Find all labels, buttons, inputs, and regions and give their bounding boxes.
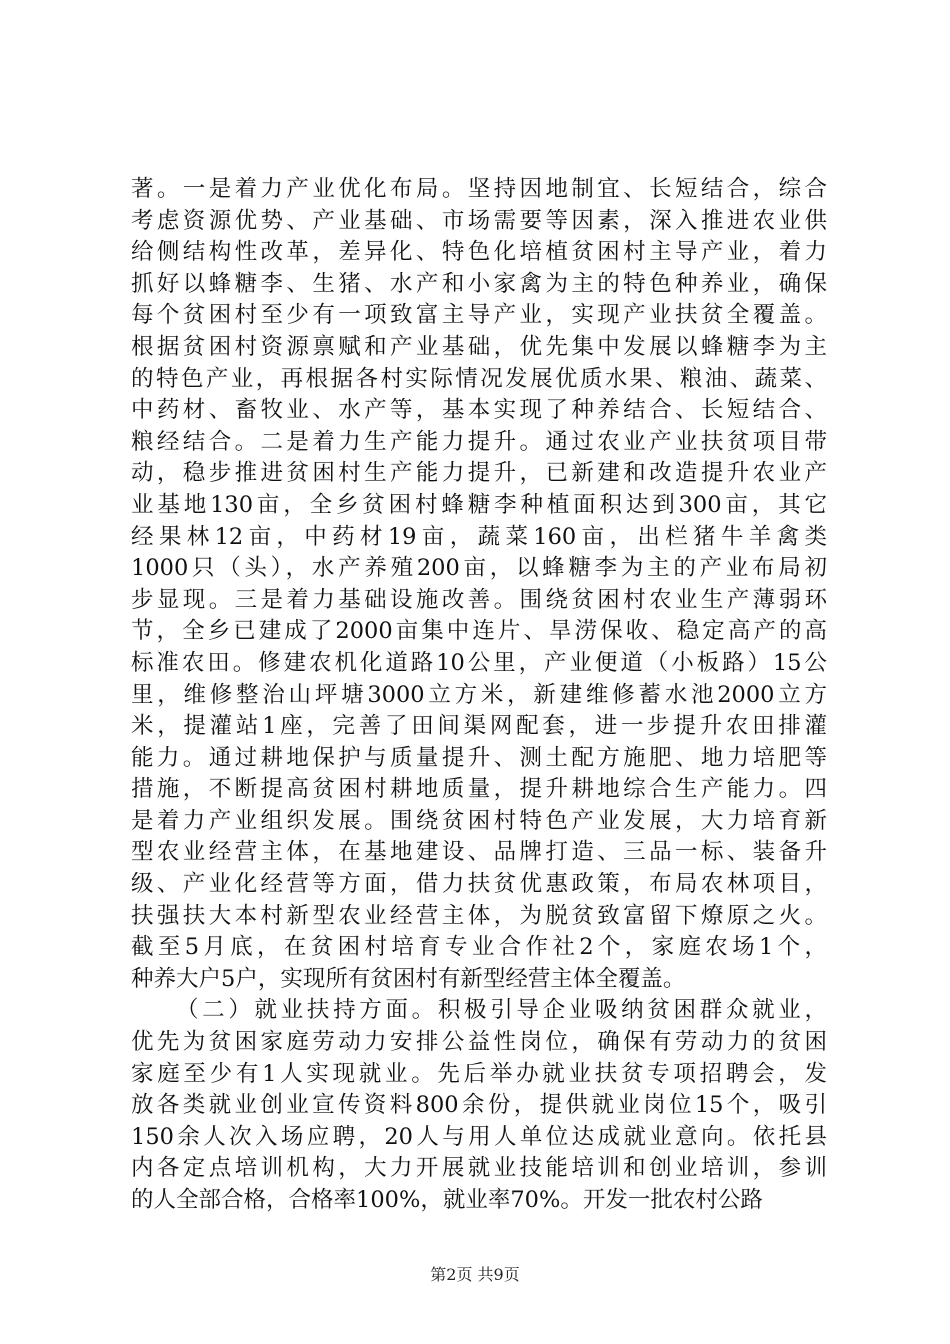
text-line: 每个贫困村至少有一项致富主导产业，实现产业扶贫全覆盖。 (131, 302, 827, 329)
text-line: 标准农田。修建农机化道路10公里，产业便道（小板路）15公 (131, 649, 827, 676)
text-line: 业基地130亩，全乡贫困村蜂糖李种植面积达到300亩，其它 (131, 491, 827, 518)
text-line: 米，提灌站1座，完善了田间渠网配套，进一步提升农田排灌 (131, 713, 827, 740)
text-line: 中药材、畜牧业、水产等，基本实现了种养结合、长短结合、 (131, 397, 827, 424)
text-line: 的特色产业，再根据各村实际情况发展优质水果、粮油、蔬菜、 (131, 365, 827, 392)
text-line: 优先为贫困家庭劳动力安排公益性岗位，确保有劳动力的贫困 (131, 1029, 827, 1056)
text-line: 是着力产业组织发展。围绕贫困村特色产业发展，大力培育新 (131, 807, 827, 834)
text-line: 动，稳步推进贫困村生产能力提升，已新建和改造提升农业产 (131, 460, 827, 487)
text-line: 扶强扶大本村新型农业经营主体，为脱贫致富留下燎原之火。 (131, 902, 827, 929)
body-text (131, 174, 827, 1217)
text-line: 给侧结构性改革，差异化、特色化培植贫困村主导产业，着力 (131, 239, 827, 266)
paragraph (131, 174, 827, 995)
text-line: 粮经结合。二是着力生产能力提升。通过农业产业扶贫项目带 (131, 428, 827, 455)
text-line: 抓好以蜂糖李、生猪、水产和小家禽为主的特色种养业，确保 (131, 270, 827, 297)
text-line: 截至5月底，在贫困村培育专业合作社2个，家庭农场1个， (131, 934, 827, 961)
text-line: 1000只（头），水产养殖200亩，以蜂糖李为主的产业布局初 (131, 555, 827, 582)
text-line: 级、产业化经营等方面，借力扶贫优惠政策，布局农林项目， (131, 871, 827, 898)
text-line: 节，全乡已建成了2000亩集中连片、旱涝保收、稳定高产的高 (131, 618, 827, 645)
text-line: 的人全部合格，合格率100%，就业率70%。开发一批农村公路 (131, 1187, 763, 1213)
text-line: 内各定点培训机构，大力开展就业技能培训和创业培训，参训 (131, 1155, 827, 1182)
text-line: （二）就业扶持方面。积极引导企业吸纳贫困群众就业， (176, 997, 827, 1024)
text-line: 150余人次入场应聘，20人与用人单位达成就业意向。依托县 (131, 1123, 827, 1150)
text-line: 放各类就业创业宣传资料800余份，提供就业岗位15个，吸引 (131, 1092, 827, 1119)
text-line: 型农业经营主体，在基地建设、品牌打造、三品一标、装备升 (131, 839, 827, 866)
page-footer: 第2页 共9页 (430, 1265, 520, 1284)
paragraph (131, 995, 827, 1216)
text-line: 里，维修整治山坪塘3000立方米，新建维修蓄水池2000立方 (131, 681, 827, 708)
text-line: 家庭至少有1人实现就业。先后举办就业扶贫专项招聘会，发 (131, 1060, 827, 1087)
text-line: 著。一是着力产业优化布局。坚持因地制宜、长短结合，综合 (131, 176, 827, 202)
text-line: 步显现。三是着力基础设施改善。围绕贫困村农业生产薄弱环 (131, 586, 827, 613)
text-line: 种养大户5户，实现所有贫困村有新型经营主体全覆盖。 (131, 965, 686, 992)
text-line: 根据贫困村资源禀赋和产业基础，优先集中发展以蜂糖李为主 (131, 333, 827, 360)
text-line: 经果林12亩，中药材19亩，蔬菜160亩，出栏猪牛羊禽类 (131, 523, 827, 550)
text-line: 措施，不断提高贫困村耕地质量，提升耕地综合生产能力。四 (131, 776, 827, 803)
text-line: 能力。通过耕地保护与质量提升、测土配方施肥、地力培肥等 (131, 744, 827, 771)
text-line: 考虑资源优势、产业基础、市场需要等因素，深入推进农业供 (131, 207, 827, 234)
